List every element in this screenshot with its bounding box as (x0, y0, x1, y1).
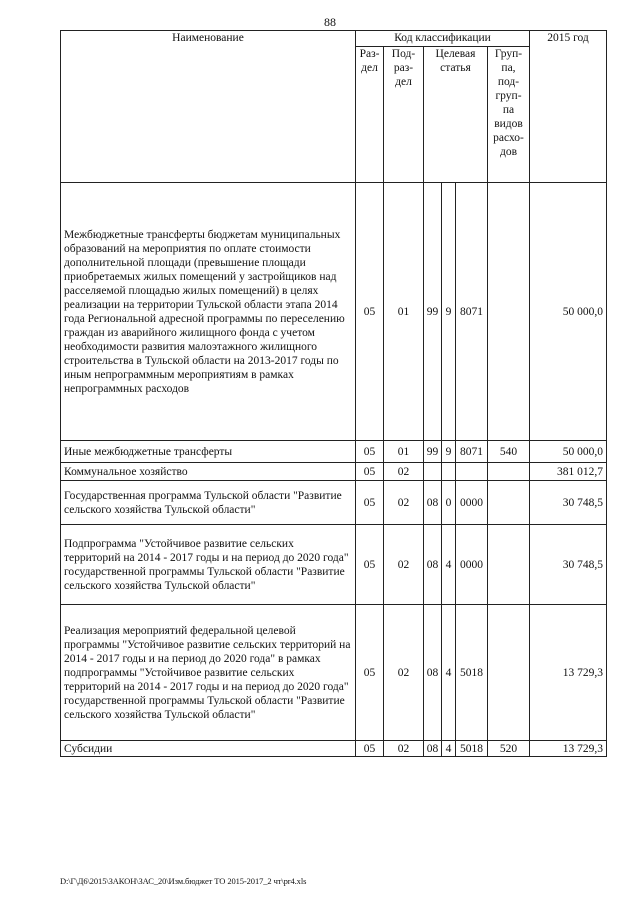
row-target-part3 (456, 463, 488, 481)
row-section: 05 (356, 525, 384, 605)
header-year: 2015 год (530, 31, 607, 183)
row-amount: 30 748,5 (530, 525, 607, 605)
row-name: Подпрограмма "Устойчивое развитие сельских территорий на 2014 - 2017 годы и на период до 2020 года" государственной программы Тульской области "Развитие сельского хозяйства Тульской области" (61, 525, 356, 605)
row-subsection: 02 (384, 741, 424, 757)
row-section: 05 (356, 441, 384, 463)
table-row (61, 481, 607, 525)
row-expense-group (488, 605, 530, 741)
row-expense-group (488, 525, 530, 605)
row-amount: 13 729,3 (530, 741, 607, 757)
row-target-part2: 4 (442, 525, 456, 605)
row-target-part3: 5018 (456, 741, 488, 757)
row-subsection: 01 (384, 441, 424, 463)
row-target-part3: 0000 (456, 481, 488, 525)
table-row (61, 605, 607, 741)
row-target-part2: 9 (442, 441, 456, 463)
row-target-part2: 4 (442, 605, 456, 741)
row-target-part3: 5018 (456, 605, 488, 741)
row-section: 05 (356, 463, 384, 481)
row-amount: 50 000,0 (530, 441, 607, 463)
row-target-part3: 0000 (456, 525, 488, 605)
row-name: Иные межбюджетные трансферты (61, 441, 356, 463)
budget-table (60, 30, 607, 757)
row-expense-group: 520 (488, 741, 530, 757)
row-target-part1: 99 (424, 441, 442, 463)
header-section: Раз- дел (356, 47, 384, 183)
row-target-part3: 8071 (456, 441, 488, 463)
header-target-article: Целевая статья (424, 47, 488, 183)
row-section: 05 (356, 481, 384, 525)
row-subsection: 02 (384, 525, 424, 605)
row-subsection: 02 (384, 481, 424, 525)
header-name: Наименование (61, 31, 356, 183)
row-target-part1: 08 (424, 605, 442, 741)
row-target-part1: 99 (424, 183, 442, 441)
table-row (61, 741, 607, 757)
header-subsection: Под- раз- дел (384, 47, 424, 183)
table-row (61, 463, 607, 481)
row-expense-group (488, 463, 530, 481)
row-section: 05 (356, 605, 384, 741)
table-row (61, 183, 607, 441)
row-subsection: 02 (384, 463, 424, 481)
row-name: Государственная программа Тульской области "Развитие сельского хозяйства Тульской области" (61, 481, 356, 525)
row-target-part1 (424, 463, 442, 481)
row-subsection: 01 (384, 183, 424, 441)
row-name: Коммунальное хозяйство (61, 463, 356, 481)
page-number: 88 (324, 15, 336, 29)
header-code-group: Код классификации (356, 31, 530, 47)
row-name: Реализация мероприятий федеральной целевой программы "Устойчивое развитие сельских территорий на 2014 - 2017 годы и на период до 2020 года" в рамках подпрограммы "Устойчивое развитие сельских территорий на 2014 - 2017 годы и на период до 2020 года" государственной программы Тульской области "Развитие сельского хозяйства Тульской области" (61, 605, 356, 741)
table-row (61, 441, 607, 463)
header-row-1 (61, 31, 607, 47)
row-expense-group (488, 183, 530, 441)
row-amount: 381 012,7 (530, 463, 607, 481)
row-target-part2: 4 (442, 741, 456, 757)
row-name: Межбюджетные трансферты бюджетам муниципальных образований на мероприятия по оплате стоимости дополнительной площади (превышение площади приобретаемых жилых помещений у застройщиков над расселяемой площадью жилых помещений) в целях реализации на территории Тульской области этапа 2014 года Региональной адресной программы по переселению граждан из аварийного жилищного фонда с учетом необходимости развития малоэтажного жилищного строительства в Тульской области на 2013-2017 годы по иным непрограммным мероприятиям в рамках непрограммных расходов (61, 183, 356, 441)
header-expense-group: Груп- па, под- груп- па видов расхо- дов (488, 47, 530, 183)
row-subsection: 02 (384, 605, 424, 741)
table-row (61, 525, 607, 605)
row-section: 05 (356, 183, 384, 441)
row-section: 05 (356, 741, 384, 757)
row-expense-group (488, 481, 530, 525)
row-target-part3: 8071 (456, 183, 488, 441)
row-target-part2: 0 (442, 481, 456, 525)
file-path-footer: D:\Г\Д6\2015\ЗАКОН\ЗАС_20\Изм.бюджет ТО 2015-2017_2 чт\pr4.xls (60, 876, 307, 886)
row-amount: 13 729,3 (530, 605, 607, 741)
row-target-part2: 9 (442, 183, 456, 441)
row-amount: 50 000,0 (530, 183, 607, 441)
row-target-part1: 08 (424, 481, 442, 525)
row-target-part2 (442, 463, 456, 481)
row-name: Субсидии (61, 741, 356, 757)
row-target-part1: 08 (424, 741, 442, 757)
row-amount: 30 748,5 (530, 481, 607, 525)
row-expense-group: 540 (488, 441, 530, 463)
row-target-part1: 08 (424, 525, 442, 605)
